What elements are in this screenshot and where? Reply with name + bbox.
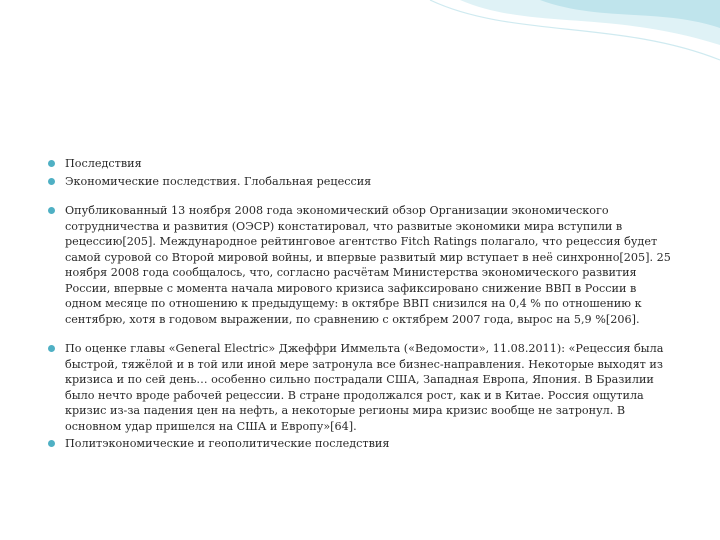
- bullet-text: Политэкономические и геополитические последствия: [65, 437, 390, 450]
- decorative-wave-graphic: [420, 0, 720, 90]
- bullet-dot-icon: [48, 160, 55, 167]
- bullet-dot-icon: [48, 178, 55, 185]
- bullet-item-ge-assessment: [48, 341, 676, 434]
- bullet-dot-icon: [48, 207, 55, 214]
- bullet-text: Опубликованный 13 ноября 2008 года экономический обзор Организации экономического сотрудничества и развития (ОЭСР) констатировал, что развитые экономики мира вступили в рецессию[205]. Международное рейтинговое агентство Fitch Ratings полагало, что рецессия будет самой суровой со Второй мировой войны, и впервые развитый мир вступает в неё синхронно[205]. 25 ноября 2008 года сообщалось, что, согласно расчётам Министерства экономического развития России, впервые с момента начала мирового кризиса зафиксировано снижение ВВП в России в одном месяце по отношению к предыдущему: в октябре ВВП снизился на 0,4 % по отношению к сентябрю, хотя в годовом выражении, по сравнению с октябрем 2007 года, вырос на 5,9 %[206].: [65, 204, 671, 326]
- bullet-list: [48, 156, 676, 452]
- bullet-item-consequences: [48, 156, 676, 172]
- cut-off-next-line: [48, 528, 676, 540]
- bullet-text: Последствия: [65, 157, 142, 170]
- bullet-item-political-consequences: [48, 436, 676, 452]
- bullet-dot-icon: [48, 440, 55, 447]
- bullet-text: По оценке главы «General Electric» Джеффри Иммельта («Ведомости», 11.08.2011): «Рецессия была быстрой, тяжёлой и в той или иной мере затронула все бизнес-направления. Некоторые выходят из кризиса и по сей день… особенно сильно пострадали США, Западная Европа, Япония. В Бразилии было нечто вроде рабочей рецессии. В стране продолжался рост, как и в Китае. Россия ощутила кризис из-за падения цен на нефть, а некоторые регионы мира кризис вообще не затронул. В основном удар пришелся на США и Европу»[64].: [65, 342, 664, 433]
- bullet-item-oecd-report: [48, 203, 676, 327]
- bullet-item-economic-consequences: [48, 174, 676, 190]
- bullet-text: Экономические последствия. Глобальная рецессия: [65, 174, 372, 188]
- bullet-dot-icon: [48, 345, 55, 352]
